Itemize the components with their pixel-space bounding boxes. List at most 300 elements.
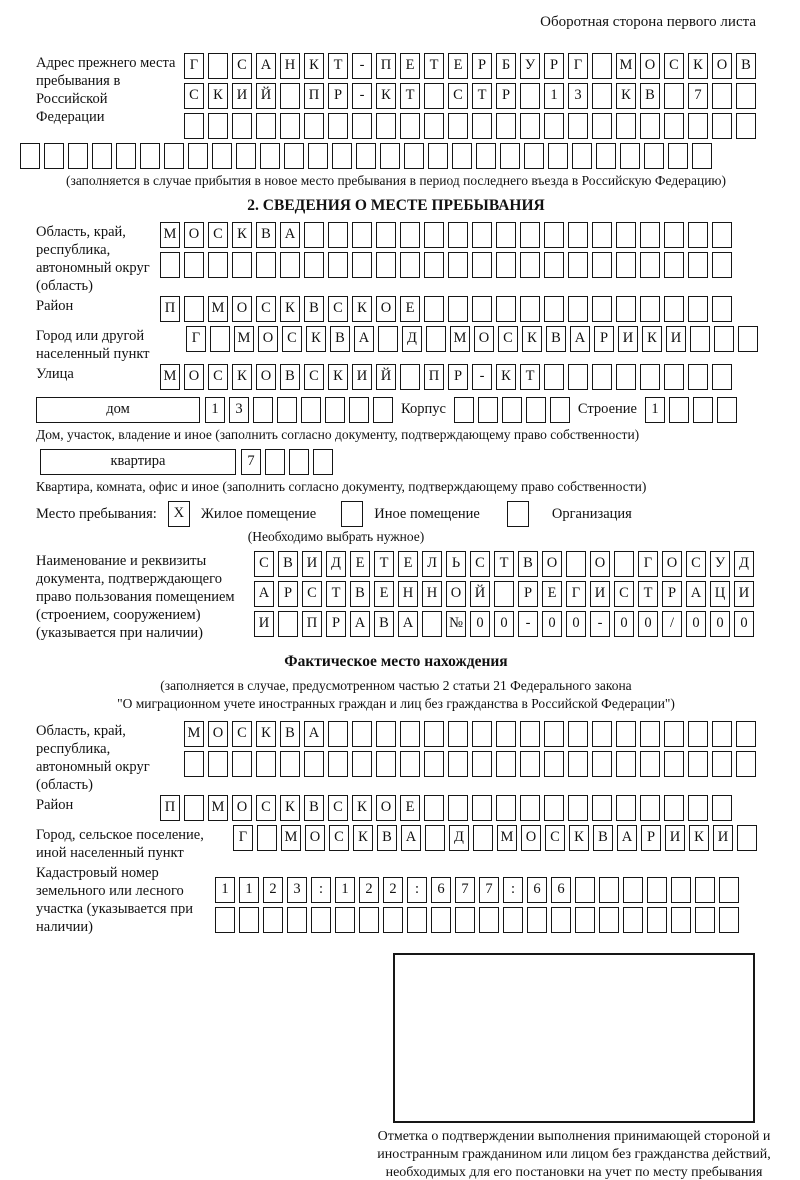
char-cell-filled[interactable]: С xyxy=(448,83,468,109)
char-cell-filled[interactable]: К xyxy=(353,825,373,851)
char-cell-filled[interactable]: К xyxy=(280,296,300,322)
char-cell-filled[interactable]: В xyxy=(304,296,324,322)
char-cell-filled[interactable]: М xyxy=(497,825,517,851)
char-cell-filled[interactable]: В xyxy=(546,326,566,352)
char-cell-empty[interactable] xyxy=(349,397,369,423)
checkbox-organization[interactable] xyxy=(507,501,529,527)
char-cell-filled[interactable]: К xyxy=(688,53,708,79)
char-cell-empty[interactable] xyxy=(452,143,472,169)
char-cell-filled[interactable]: С xyxy=(328,795,348,821)
char-cell-empty[interactable] xyxy=(502,397,522,423)
char-cell-empty[interactable] xyxy=(664,721,684,747)
char-cell-empty[interactable] xyxy=(544,364,564,390)
char-cell-empty[interactable] xyxy=(311,907,331,933)
char-cell-filled[interactable]: П xyxy=(304,83,324,109)
char-cell-filled[interactable]: Г xyxy=(233,825,253,851)
char-cell-filled[interactable]: А xyxy=(398,611,418,637)
char-cell-empty[interactable] xyxy=(664,252,684,278)
char-cell-empty[interactable] xyxy=(592,296,612,322)
char-cell-empty[interactable] xyxy=(592,364,612,390)
char-cell-filled[interactable]: 2 xyxy=(383,877,403,903)
char-cell-empty[interactable] xyxy=(671,907,691,933)
char-cell-empty[interactable] xyxy=(184,296,204,322)
char-cell-filled[interactable]: 0 xyxy=(542,611,562,637)
char-cell-filled[interactable]: К xyxy=(616,83,636,109)
char-cell-filled[interactable]: О xyxy=(232,795,252,821)
char-cell-empty[interactable] xyxy=(690,326,710,352)
char-cell-empty[interactable] xyxy=(328,252,348,278)
char-cell-empty[interactable] xyxy=(496,795,516,821)
char-cell-empty[interactable] xyxy=(188,143,208,169)
char-cell-filled[interactable]: Н xyxy=(280,53,300,79)
char-cell-empty[interactable] xyxy=(575,907,595,933)
char-cell-filled[interactable]: 1 xyxy=(239,877,259,903)
char-cell-empty[interactable] xyxy=(736,113,756,139)
char-cell-empty[interactable] xyxy=(647,877,667,903)
char-cell-filled[interactable]: К xyxy=(304,53,324,79)
char-cell-filled[interactable]: С xyxy=(208,222,228,248)
char-cell-empty[interactable] xyxy=(328,751,348,777)
char-cell-empty[interactable] xyxy=(472,751,492,777)
char-cell-empty[interactable] xyxy=(520,113,540,139)
char-cell-filled[interactable]: М xyxy=(616,53,636,79)
char-cell-filled[interactable]: С xyxy=(184,83,204,109)
char-cell-filled[interactable]: Ь xyxy=(446,551,466,577)
char-cell-empty[interactable] xyxy=(277,397,297,423)
char-cell-empty[interactable] xyxy=(544,721,564,747)
char-cell-filled[interactable]: 3 xyxy=(568,83,588,109)
char-cell-empty[interactable] xyxy=(616,721,636,747)
char-cell-empty[interactable] xyxy=(572,143,592,169)
char-cell-filled[interactable]: О xyxy=(258,326,278,352)
char-cell-empty[interactable] xyxy=(568,113,588,139)
char-cell-empty[interactable] xyxy=(308,143,328,169)
char-cell-empty[interactable] xyxy=(520,252,540,278)
char-cell-empty[interactable] xyxy=(407,907,427,933)
char-cell-empty[interactable] xyxy=(664,795,684,821)
char-cell-empty[interactable] xyxy=(526,397,546,423)
char-cell-empty[interactable] xyxy=(616,795,636,821)
char-cell-filled[interactable]: К xyxy=(496,364,516,390)
char-cell-empty[interactable] xyxy=(669,397,689,423)
char-cell-filled[interactable]: Т xyxy=(400,83,420,109)
char-cell-empty[interactable] xyxy=(688,751,708,777)
char-cell-filled[interactable]: К xyxy=(232,222,252,248)
char-cell-filled[interactable]: Р xyxy=(641,825,661,851)
char-cell-empty[interactable] xyxy=(640,113,660,139)
char-cell-filled[interactable]: М xyxy=(234,326,254,352)
char-cell-empty[interactable] xyxy=(424,252,444,278)
char-cell-empty[interactable] xyxy=(496,252,516,278)
char-cell-filled[interactable]: С xyxy=(470,551,490,577)
char-cell-filled[interactable]: Т xyxy=(374,551,394,577)
char-cell-empty[interactable] xyxy=(313,449,333,475)
char-cell-filled[interactable]: К xyxy=(208,83,228,109)
char-cell-empty[interactable] xyxy=(496,296,516,322)
char-cell-empty[interactable] xyxy=(496,222,516,248)
char-cell-filled[interactable]: П xyxy=(160,296,180,322)
char-cell-empty[interactable] xyxy=(472,252,492,278)
char-cell-empty[interactable] xyxy=(376,113,396,139)
char-cell-empty[interactable] xyxy=(664,222,684,248)
char-cell-filled[interactable]: Р xyxy=(472,53,492,79)
char-cell-filled[interactable]: О xyxy=(640,53,660,79)
char-cell-empty[interactable] xyxy=(640,364,660,390)
char-cell-empty[interactable] xyxy=(328,113,348,139)
char-cell-filled[interactable]: 7 xyxy=(241,449,261,475)
char-cell-empty[interactable] xyxy=(454,397,474,423)
char-cell-filled[interactable]: В xyxy=(377,825,397,851)
char-cell-empty[interactable] xyxy=(140,143,160,169)
char-cell-filled[interactable]: Й xyxy=(470,581,490,607)
char-cell-empty[interactable] xyxy=(472,296,492,322)
char-cell-filled[interactable]: Г xyxy=(638,551,658,577)
char-cell-filled[interactable]: И xyxy=(590,581,610,607)
char-cell-empty[interactable] xyxy=(693,397,713,423)
char-cell-empty[interactable] xyxy=(503,907,523,933)
char-cell-filled[interactable]: В xyxy=(278,551,298,577)
char-cell-filled[interactable]: С xyxy=(302,581,322,607)
char-cell-empty[interactable] xyxy=(256,252,276,278)
char-cell-filled[interactable]: Р xyxy=(326,611,346,637)
char-cell-filled[interactable]: С xyxy=(254,551,274,577)
char-cell-empty[interactable] xyxy=(616,751,636,777)
char-cell-filled[interactable]: М xyxy=(450,326,470,352)
char-cell-filled[interactable]: № xyxy=(446,611,466,637)
char-cell-filled[interactable]: 6 xyxy=(431,877,451,903)
char-cell-empty[interactable] xyxy=(620,143,640,169)
char-cell-empty[interactable] xyxy=(352,252,372,278)
apartment-type-box[interactable]: квартира xyxy=(40,449,236,475)
char-cell-empty[interactable] xyxy=(616,296,636,322)
char-cell-empty[interactable] xyxy=(400,721,420,747)
char-cell-empty[interactable] xyxy=(448,721,468,747)
char-cell-empty[interactable] xyxy=(520,795,540,821)
char-cell-empty[interactable] xyxy=(335,907,355,933)
char-cell-filled[interactable]: Н xyxy=(422,581,442,607)
char-cell-filled[interactable]: В xyxy=(640,83,660,109)
char-cell-filled[interactable]: О xyxy=(542,551,562,577)
char-cell-empty[interactable] xyxy=(208,113,228,139)
char-cell-filled[interactable]: М xyxy=(160,222,180,248)
char-cell-filled[interactable]: А xyxy=(256,53,276,79)
char-cell-empty[interactable] xyxy=(520,721,540,747)
char-cell-empty[interactable] xyxy=(527,907,547,933)
char-cell-empty[interactable] xyxy=(500,143,520,169)
char-cell-filled[interactable]: И xyxy=(232,83,252,109)
char-cell-empty[interactable] xyxy=(494,581,514,607)
char-cell-empty[interactable] xyxy=(544,751,564,777)
char-cell-filled[interactable]: С xyxy=(282,326,302,352)
char-cell-empty[interactable] xyxy=(476,143,496,169)
char-cell-empty[interactable] xyxy=(575,877,595,903)
char-cell-empty[interactable] xyxy=(210,326,230,352)
char-cell-empty[interactable] xyxy=(736,751,756,777)
char-cell-filled[interactable]: Д xyxy=(734,551,754,577)
char-cell-filled[interactable]: И xyxy=(254,611,274,637)
char-cell-filled[interactable]: Ц xyxy=(710,581,730,607)
char-cell-empty[interactable] xyxy=(616,222,636,248)
char-cell-empty[interactable] xyxy=(664,83,684,109)
char-cell-filled[interactable]: Г xyxy=(568,53,588,79)
char-cell-filled[interactable]: С xyxy=(232,721,252,747)
char-cell-filled[interactable]: А xyxy=(354,326,374,352)
char-cell-empty[interactable] xyxy=(544,296,564,322)
char-cell-empty[interactable] xyxy=(568,252,588,278)
char-cell-empty[interactable] xyxy=(260,143,280,169)
char-cell-filled[interactable]: П xyxy=(376,53,396,79)
char-cell-empty[interactable] xyxy=(599,907,619,933)
char-cell-empty[interactable] xyxy=(428,143,448,169)
char-cell-empty[interactable] xyxy=(712,83,732,109)
char-cell-empty[interactable] xyxy=(568,721,588,747)
char-cell-empty[interactable] xyxy=(544,795,564,821)
char-cell-filled[interactable]: О xyxy=(184,364,204,390)
char-cell-filled[interactable]: Й xyxy=(256,83,276,109)
char-cell-empty[interactable] xyxy=(356,143,376,169)
char-cell-empty[interactable] xyxy=(520,222,540,248)
char-cell-empty[interactable] xyxy=(68,143,88,169)
char-cell-empty[interactable] xyxy=(400,252,420,278)
char-cell-empty[interactable] xyxy=(352,113,372,139)
char-cell-empty[interactable] xyxy=(736,721,756,747)
char-cell-empty[interactable] xyxy=(184,795,204,821)
char-cell-empty[interactable] xyxy=(160,252,180,278)
char-cell-filled[interactable]: Е xyxy=(400,795,420,821)
char-cell-filled[interactable]: О xyxy=(232,296,252,322)
char-cell-filled[interactable]: С xyxy=(545,825,565,851)
char-cell-empty[interactable] xyxy=(352,751,372,777)
char-cell-filled[interactable]: Т xyxy=(494,551,514,577)
char-cell-empty[interactable] xyxy=(736,83,756,109)
char-cell-filled[interactable]: К xyxy=(352,795,372,821)
char-cell-empty[interactable] xyxy=(688,252,708,278)
char-cell-empty[interactable] xyxy=(544,113,564,139)
char-cell-empty[interactable] xyxy=(352,721,372,747)
char-cell-filled[interactable]: 0 xyxy=(614,611,634,637)
char-cell-empty[interactable] xyxy=(717,397,737,423)
char-cell-filled[interactable]: С xyxy=(498,326,518,352)
char-cell-filled[interactable]: 1 xyxy=(205,397,225,423)
char-cell-filled[interactable]: О xyxy=(662,551,682,577)
char-cell-filled[interactable]: О xyxy=(446,581,466,607)
char-cell-empty[interactable] xyxy=(332,143,352,169)
char-cell-filled[interactable]: Г xyxy=(566,581,586,607)
char-cell-empty[interactable] xyxy=(688,222,708,248)
char-cell-empty[interactable] xyxy=(712,795,732,821)
char-cell-filled[interactable]: - xyxy=(352,53,372,79)
char-cell-filled[interactable]: - xyxy=(472,364,492,390)
char-cell-empty[interactable] xyxy=(496,721,516,747)
char-cell-empty[interactable] xyxy=(550,397,570,423)
char-cell-empty[interactable] xyxy=(376,721,396,747)
char-cell-filled[interactable]: 6 xyxy=(551,877,571,903)
char-cell-empty[interactable] xyxy=(473,825,493,851)
char-cell-filled[interactable]: Т xyxy=(520,364,540,390)
char-cell-empty[interactable] xyxy=(496,113,516,139)
char-cell-empty[interactable] xyxy=(688,364,708,390)
char-cell-filled[interactable]: С xyxy=(328,296,348,322)
char-cell-empty[interactable] xyxy=(719,877,739,903)
char-cell-filled[interactable]: И xyxy=(666,326,686,352)
char-cell-filled[interactable]: К xyxy=(642,326,662,352)
char-cell-filled[interactable]: В xyxy=(593,825,613,851)
char-cell-empty[interactable] xyxy=(212,143,232,169)
char-cell-filled[interactable]: Р xyxy=(544,53,564,79)
char-cell-empty[interactable] xyxy=(304,222,324,248)
char-cell-filled[interactable]: О xyxy=(305,825,325,851)
char-cell-filled[interactable]: И xyxy=(352,364,372,390)
char-cell-filled[interactable]: Р xyxy=(448,364,468,390)
char-cell-empty[interactable] xyxy=(424,795,444,821)
char-cell-filled[interactable]: К xyxy=(569,825,589,851)
char-cell-filled[interactable]: А xyxy=(280,222,300,248)
char-cell-filled[interactable]: К xyxy=(522,326,542,352)
char-cell-empty[interactable] xyxy=(592,83,612,109)
char-cell-empty[interactable] xyxy=(647,907,667,933)
char-cell-empty[interactable] xyxy=(688,721,708,747)
char-cell-empty[interactable] xyxy=(280,751,300,777)
char-cell-filled[interactable]: К xyxy=(352,296,372,322)
char-cell-filled[interactable]: А xyxy=(686,581,706,607)
char-cell-empty[interactable] xyxy=(253,397,273,423)
char-cell-filled[interactable]: К xyxy=(689,825,709,851)
char-cell-empty[interactable] xyxy=(208,252,228,278)
char-cell-empty[interactable] xyxy=(232,113,252,139)
char-cell-empty[interactable] xyxy=(478,397,498,423)
char-cell-empty[interactable] xyxy=(352,222,372,248)
house-type-box[interactable]: дом xyxy=(36,397,200,423)
char-cell-empty[interactable] xyxy=(380,143,400,169)
char-cell-filled[interactable]: К xyxy=(306,326,326,352)
char-cell-filled[interactable]: - xyxy=(590,611,610,637)
char-cell-filled[interactable]: В xyxy=(280,364,300,390)
char-cell-empty[interactable] xyxy=(472,113,492,139)
char-cell-filled[interactable]: Б xyxy=(496,53,516,79)
char-cell-filled[interactable]: : xyxy=(503,877,523,903)
char-cell-empty[interactable] xyxy=(426,326,446,352)
char-cell-empty[interactable] xyxy=(592,252,612,278)
char-cell-empty[interactable] xyxy=(616,252,636,278)
char-cell-empty[interactable] xyxy=(448,113,468,139)
char-cell-empty[interactable] xyxy=(424,751,444,777)
char-cell-filled[interactable]: У xyxy=(520,53,540,79)
char-cell-filled[interactable]: О xyxy=(376,296,396,322)
char-cell-empty[interactable] xyxy=(592,222,612,248)
char-cell-empty[interactable] xyxy=(265,449,285,475)
char-cell-empty[interactable] xyxy=(472,222,492,248)
char-cell-filled[interactable]: 3 xyxy=(229,397,249,423)
char-cell-filled[interactable]: М xyxy=(281,825,301,851)
char-cell-empty[interactable] xyxy=(688,113,708,139)
char-cell-filled[interactable]: О xyxy=(208,721,228,747)
char-cell-empty[interactable] xyxy=(263,907,283,933)
char-cell-empty[interactable] xyxy=(664,751,684,777)
char-cell-filled[interactable]: 0 xyxy=(470,611,490,637)
char-cell-filled[interactable]: М xyxy=(184,721,204,747)
char-cell-filled[interactable]: Т xyxy=(472,83,492,109)
char-cell-empty[interactable] xyxy=(695,907,715,933)
char-cell-empty[interactable] xyxy=(256,751,276,777)
char-cell-empty[interactable] xyxy=(671,877,691,903)
char-cell-filled[interactable]: Р xyxy=(518,581,538,607)
char-cell-filled[interactable]: В xyxy=(330,326,350,352)
char-cell-empty[interactable] xyxy=(520,751,540,777)
char-cell-filled[interactable]: Г xyxy=(184,53,204,79)
char-cell-empty[interactable] xyxy=(304,751,324,777)
char-cell-filled[interactable]: О xyxy=(521,825,541,851)
char-cell-empty[interactable] xyxy=(688,296,708,322)
char-cell-empty[interactable] xyxy=(373,397,393,423)
char-cell-empty[interactable] xyxy=(644,143,664,169)
char-cell-empty[interactable] xyxy=(472,721,492,747)
char-cell-empty[interactable] xyxy=(548,143,568,169)
char-cell-filled[interactable]: О xyxy=(256,364,276,390)
char-cell-empty[interactable] xyxy=(208,751,228,777)
char-cell-empty[interactable] xyxy=(640,795,660,821)
char-cell-empty[interactable] xyxy=(616,113,636,139)
char-cell-filled[interactable]: 6 xyxy=(527,877,547,903)
char-cell-filled[interactable]: И xyxy=(713,825,733,851)
char-cell-empty[interactable] xyxy=(712,252,732,278)
char-cell-filled[interactable]: Е xyxy=(448,53,468,79)
char-cell-empty[interactable] xyxy=(664,296,684,322)
char-cell-empty[interactable] xyxy=(623,907,643,933)
char-cell-empty[interactable] xyxy=(304,113,324,139)
char-cell-filled[interactable]: Т xyxy=(328,53,348,79)
char-cell-filled[interactable]: П xyxy=(302,611,322,637)
char-cell-filled[interactable]: В xyxy=(374,611,394,637)
char-cell-filled[interactable]: С xyxy=(256,795,276,821)
char-cell-filled[interactable]: 7 xyxy=(479,877,499,903)
char-cell-filled[interactable]: О xyxy=(184,222,204,248)
char-cell-empty[interactable] xyxy=(479,907,499,933)
char-cell-filled[interactable]: Е xyxy=(398,551,418,577)
char-cell-empty[interactable] xyxy=(664,113,684,139)
char-cell-filled[interactable]: В xyxy=(256,222,276,248)
char-cell-filled[interactable]: 7 xyxy=(688,83,708,109)
char-cell-empty[interactable] xyxy=(640,721,660,747)
char-cell-empty[interactable] xyxy=(289,449,309,475)
char-cell-empty[interactable] xyxy=(455,907,475,933)
char-cell-empty[interactable] xyxy=(328,222,348,248)
char-cell-empty[interactable] xyxy=(400,222,420,248)
char-cell-filled[interactable]: Д xyxy=(402,326,422,352)
char-cell-empty[interactable] xyxy=(424,296,444,322)
char-cell-empty[interactable] xyxy=(215,907,235,933)
char-cell-empty[interactable] xyxy=(424,721,444,747)
char-cell-empty[interactable] xyxy=(592,53,612,79)
char-cell-empty[interactable] xyxy=(472,795,492,821)
char-cell-empty[interactable] xyxy=(737,825,757,851)
char-cell-empty[interactable] xyxy=(304,252,324,278)
char-cell-empty[interactable] xyxy=(596,143,616,169)
char-cell-filled[interactable]: А xyxy=(401,825,421,851)
char-cell-empty[interactable] xyxy=(496,751,516,777)
char-cell-empty[interactable] xyxy=(568,795,588,821)
char-cell-filled[interactable]: : xyxy=(311,877,331,903)
char-cell-filled[interactable]: 0 xyxy=(686,611,706,637)
char-cell-filled[interactable]: В xyxy=(280,721,300,747)
char-cell-filled[interactable]: О xyxy=(376,795,396,821)
char-cell-filled[interactable]: 3 xyxy=(287,877,307,903)
char-cell-filled[interactable]: К xyxy=(280,795,300,821)
char-cell-filled[interactable]: С xyxy=(304,364,324,390)
char-cell-empty[interactable] xyxy=(422,611,442,637)
char-cell-filled[interactable]: Р xyxy=(328,83,348,109)
char-cell-empty[interactable] xyxy=(284,143,304,169)
char-cell-empty[interactable] xyxy=(280,113,300,139)
